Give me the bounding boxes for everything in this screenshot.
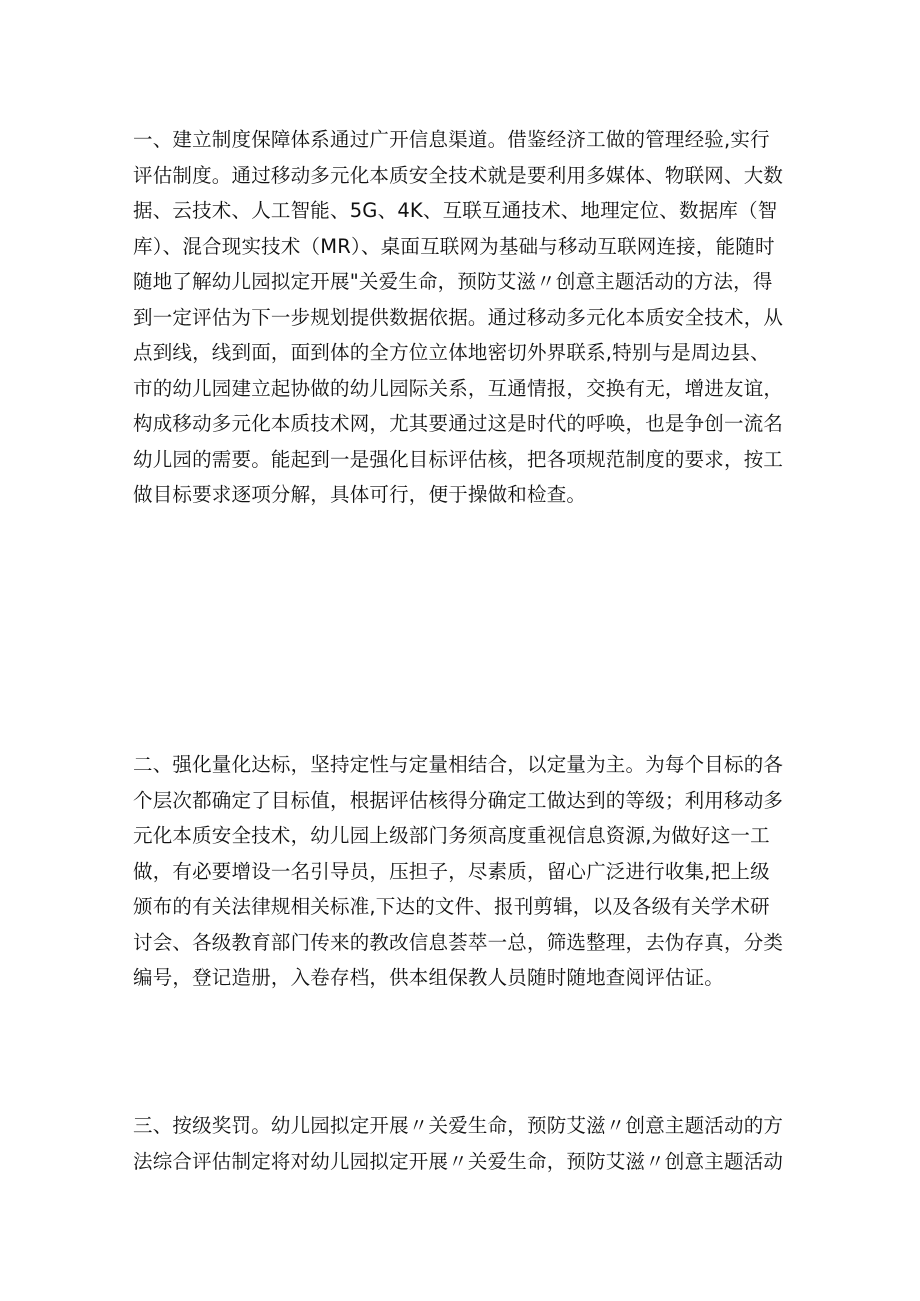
text-line: 到一定评估为下一步规划提供数据依据。通过移动多元化本质安全技术，从 — [133, 305, 784, 329]
text-line: 据、云技术、人工智能、5G、4K、互联互通技术、地理定位、数据库（智 — [133, 199, 778, 222]
paragraph-2 — [133, 747, 793, 996]
text-line: 二、强化量化达标，坚持定性与定量相结合，以定量为主。为每个目标的各 — [133, 753, 784, 776]
text-line: 做目标要求逐项分解，具体可行，便于操做和检查。 — [133, 483, 587, 506]
text-line: 市的幼儿园建立起协做的幼儿园际关系，互通情报，交换有无，增进友谊， — [133, 376, 784, 400]
paragraph-3 — [133, 1108, 793, 1179]
text-line: 颁布的有关法律规相关标准,下达的文件、报刊剪辑，以及各级有关学术研 — [133, 895, 770, 918]
text-line: 幼儿园的需要。能起到一是强化目标评估核，把各项规范制度的要求，按工 — [133, 447, 784, 471]
paragraph-1 — [133, 122, 793, 513]
text-line: 评估制度。通过移动多元化本质安全技术就是要利用多媒体、物联网、大数 — [133, 163, 784, 187]
text-line: 个层次都确定了目标值，根据评估核得分确定工做达到的等级；利用移动多 — [133, 788, 784, 812]
text-line: 一、建立制度保障体系通过广开信息渠道。借鉴经济工做的管理经验,实行 — [133, 128, 770, 151]
text-line: 点到线，线到面，面到体的全方位立体地密切外界联系,特别与是周边县、 — [133, 341, 770, 364]
text-line: 法综合评估制定将对幼儿园拟定开展〃关爱生命，预防艾滋〃创意主题活动 — [133, 1149, 784, 1173]
text-line: 编号，登记造册，入卷存档，供本组保教人员随时随地查阅评估证。 — [133, 966, 725, 989]
text-line: 讨会、各级教育部门传来的教改信息荟萃一总，筛选整理，去伪存真，分类 — [133, 930, 784, 954]
text-line: 构成移动多元化本质技术网，尤其要通过这是时代的呼唤，也是争创一流名 — [133, 412, 784, 435]
text-line: 库）、混合现实技术（MR）、桌面互联网为基础与移动互联网连接，能随时 — [133, 234, 775, 258]
text-line: 随地了解幼儿园拟定开展"关爱生命，预防艾滋〃创意主题活动的方法，得 — [133, 270, 773, 293]
text-line: 三、按级奖罚。幼儿园拟定开展〃关爱生命，预防艾滋〃创意主题活动的方 — [133, 1114, 784, 1137]
text-line: 元化本质安全技术，幼儿园上级部门务须高度重视信息资源,为做好这一工 — [133, 824, 770, 847]
text-line: 做，有必要增设一名引导员，压担子，尽素质，留心广泛进行收集,把上级 — [133, 859, 770, 883]
